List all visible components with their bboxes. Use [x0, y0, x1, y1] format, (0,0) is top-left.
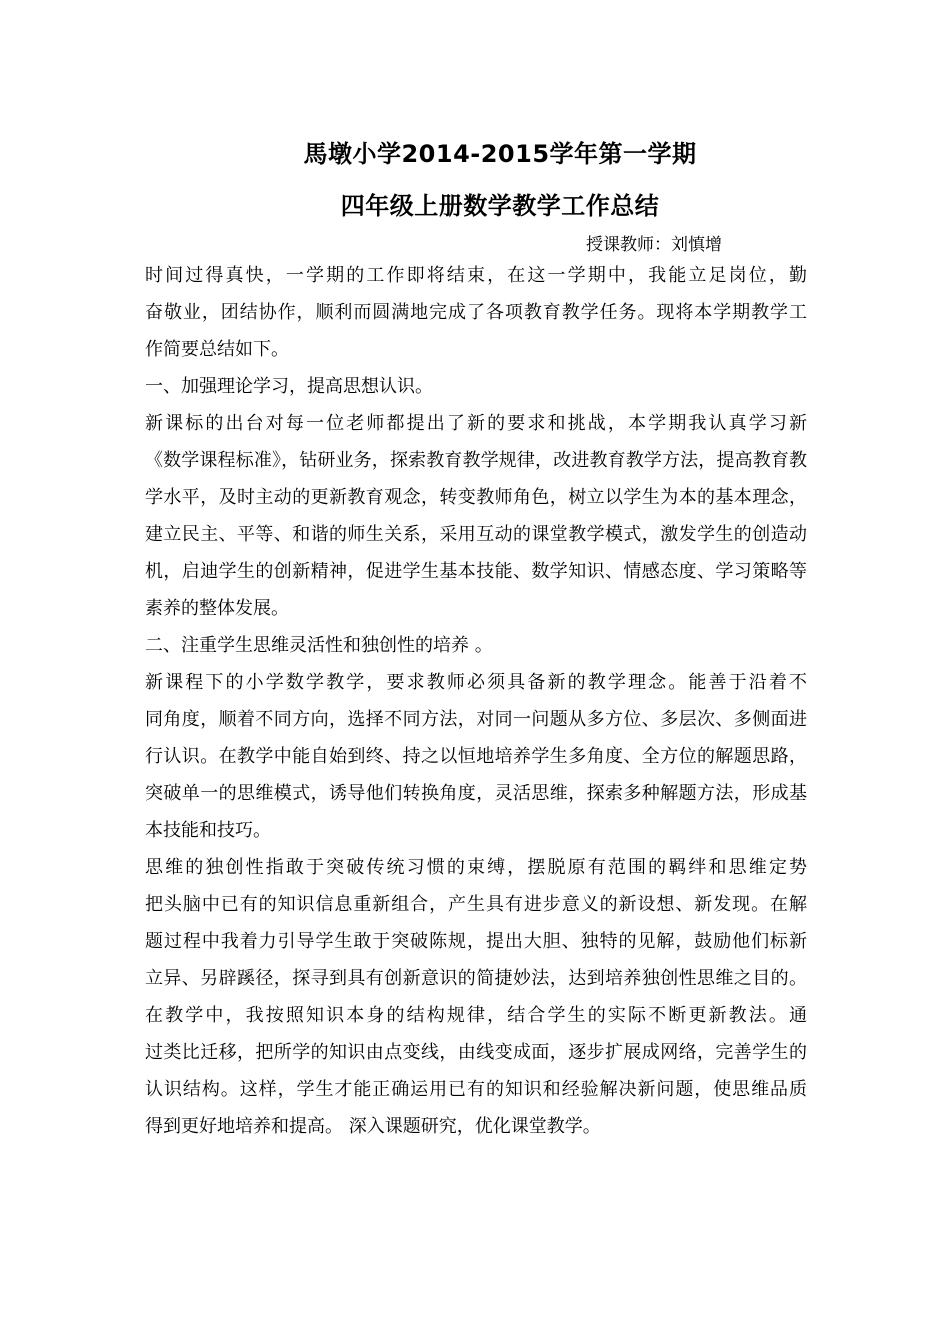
body-line: 建立民主、平等、和谐的师生关系，采用互动的课堂教学模式，激发学生的创造动	[145, 524, 807, 545]
body-line: 奋敬业，团结协作，顺利而圆满地完成了各项教育教学任务。现将本学期教学工	[145, 302, 807, 323]
body-line: 突破单一的思维模式，诱导他们转换角度，灵活思维，探索多种解题方法，形成基	[145, 783, 807, 804]
body-line: 立异、另辟蹊径，探寻到具有创新意识的简捷妙法，达到培养独创性思维之目的。	[145, 968, 807, 989]
body-line: 新课标的出台对每一位老师都提出了新的要求和挑战，本学期我认真学习新	[145, 413, 807, 434]
section-heading-2: 二、注重学生思维灵活性和独创性的培养 。	[145, 635, 493, 656]
document-title-line-1: 馬墩小学2014-2015学年第一学期	[303, 140, 697, 168]
body-line: 思维的独创性指敢于突破传统习惯的束缚，摆脱原有范围的羁绊和思维定势	[145, 857, 807, 878]
section-heading-1: 一、加强理论学习，提高思想认识。	[145, 376, 433, 397]
body-line: 新课程下的小学数学教学，要求教师必须具备新的教学理念。能善于沿着不	[145, 672, 807, 693]
body-line: 《数学课程标准》，钻研业务，探索教育教学规律，改进教育教学方法，提高教育教	[145, 450, 807, 471]
body-line: 素养的整体发展。	[145, 598, 289, 619]
document-title-line-2: 四年级上册数学教学工作总结	[340, 192, 660, 220]
body-line: 题过程中我着力引导学生敢于突破陈规，提出大胆、独特的见解，鼓励他们标新	[145, 931, 807, 952]
teacher-name: 授课教师：刘慎增	[586, 235, 722, 255]
body-line: 行认识。在教学中能自始到终、持之以恒地培养学生多角度、全方位的解题思路，	[145, 746, 807, 767]
body-line: 过类比迁移，把所学的知识由点变线，由线变成面，逐步扩展成网络，完善学生的	[145, 1042, 807, 1063]
body-line: 在教学中，我按照知识本身的结构规律，结合学生的实际不断更新教法。通	[145, 1005, 807, 1026]
body-line: 得到更好地培养和提高。 深入课题研究，优化课堂教学。	[145, 1116, 601, 1137]
body-line: 把头脑中已有的知识信息重新组合，产生具有进步意义的新设想、新发现。在解	[145, 894, 807, 915]
body-line: 认识结构。这样，学生才能正确运用已有的知识和经验解决新问题，使思维品质	[145, 1079, 807, 1100]
body-line: 时间过得真快，一学期的工作即将结束，在这一学期中，我能立足岗位，勤	[145, 265, 807, 286]
body-line: 机，启迪学生的创新精神，促进学生基本技能、数学知识、情感态度、学习策略等	[145, 561, 807, 582]
body-line: 同角度，顺着不同方向，选择不同方法，对同一问题从多方位、多层次、多侧面进	[145, 709, 807, 730]
body-line: 本技能和技巧。	[145, 820, 271, 841]
body-line: 学水平，及时主动的更新教育观念，转变教师角色，树立以学生为本的基本理念，	[145, 487, 807, 508]
body-line: 作简要总结如下。	[145, 339, 289, 360]
